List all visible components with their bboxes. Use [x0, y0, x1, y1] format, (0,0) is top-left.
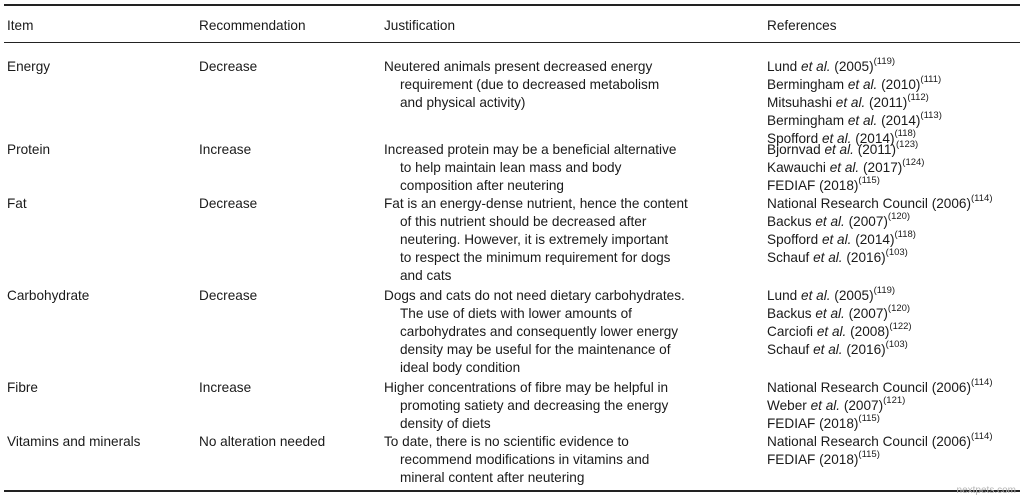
reference-number: (119): [873, 56, 896, 68]
reference-year: (2008): [850, 324, 890, 339]
reference-author: Bjornvad: [767, 142, 821, 157]
row-references-cell: [767, 141, 924, 195]
reference-number: (115): [858, 449, 880, 461]
reference-etal: et al.: [835, 95, 866, 110]
header-justification: Justification: [384, 18, 456, 33]
reference-entry: [767, 249, 993, 267]
justification-line: of this nutrient should be decreased after: [400, 214, 647, 229]
row-recommendation-cell: No alteration needed: [199, 434, 326, 449]
reference-author: FEDIAF (2018): [767, 178, 859, 193]
justification-line: density may be useful for the maintenance of: [400, 342, 671, 357]
reference-etal: et al.: [813, 250, 843, 265]
reference-year: (2011): [857, 142, 896, 157]
row-item-cell: Carbohydrate: [7, 288, 90, 303]
table-top-rule: [4, 4, 1020, 6]
reference-number: (115): [858, 413, 880, 425]
reference-author: Lund: [767, 59, 798, 74]
reference-year: (2007): [848, 306, 888, 321]
header-references: References: [767, 18, 837, 33]
row-references-cell: [767, 433, 993, 469]
row-recommendation-cell: Decrease: [199, 196, 258, 211]
row-justification-cell: [384, 433, 649, 487]
row-item-cell: Energy: [7, 59, 51, 74]
reference-year: (2005): [834, 288, 874, 303]
reference-entry: [767, 451, 993, 469]
reference-etal: et al.: [815, 214, 845, 229]
reference-number: (103): [885, 247, 908, 259]
reference-author: National Research Council (2006): [767, 380, 972, 395]
reference-entry: [767, 195, 993, 213]
reference-author: Backus: [767, 214, 812, 229]
justification-line: mineral content after neutering: [400, 470, 585, 485]
reference-author: Spofford: [767, 232, 819, 247]
reference-number: (113): [920, 110, 942, 122]
reference-entry: [767, 231, 993, 249]
row-references-cell: [767, 379, 993, 433]
reference-entry: [767, 58, 942, 76]
reference-author: Bermingham: [767, 77, 845, 92]
reference-etal: et al.: [801, 59, 831, 74]
row-item-cell: Vitamins and minerals: [7, 434, 141, 449]
reference-number: (111): [920, 74, 942, 86]
row-references-cell: [767, 287, 912, 359]
reference-etal: et al.: [824, 142, 854, 157]
reference-entry: [767, 94, 942, 112]
row-recommendation-cell: Decrease: [199, 59, 258, 74]
reference-number: (122): [889, 321, 912, 333]
row-justification-cell: [384, 141, 676, 195]
row-item-cell: Fibre: [7, 380, 38, 395]
reference-author: Weber: [767, 398, 807, 413]
reference-etal: et al.: [801, 288, 831, 303]
reference-author: Bermingham: [767, 113, 845, 128]
reference-year: (2007): [848, 214, 888, 229]
reference-entry: [767, 159, 924, 177]
justification-line: Dogs and cats do not need dietary carbohydrates.: [384, 288, 685, 303]
reference-entry: [767, 415, 993, 433]
table-bottom-rule: [4, 490, 1020, 492]
justification-line: and cats: [400, 268, 452, 283]
reference-number: (114): [971, 431, 993, 443]
header-item: Item: [7, 18, 34, 33]
row-references-cell: [767, 195, 993, 267]
reference-year: (2016): [846, 342, 886, 357]
reference-author: Spofford: [767, 131, 819, 146]
reference-entry: [767, 341, 912, 359]
row-justification-cell: [384, 195, 688, 285]
row-justification-cell: [384, 379, 668, 433]
row-item-cell: Fat: [7, 196, 27, 211]
justification-line: and physical activity): [400, 95, 526, 110]
reference-etal: et al.: [821, 131, 852, 146]
justification-line: promoting satiety and decreasing the energy: [400, 398, 669, 413]
reference-year: (2017): [863, 160, 903, 175]
reference-number: (114): [971, 193, 993, 205]
reference-number: (112): [907, 92, 929, 104]
reference-year: (2014): [855, 131, 895, 146]
justification-line: neutering. However, it is extremely important: [400, 232, 669, 247]
justification-line: requirement (due to decreased metabolism: [400, 77, 660, 92]
reference-etal: et al.: [815, 306, 845, 321]
reference-year: (2010): [881, 77, 921, 92]
row-justification-cell: [384, 58, 659, 112]
reference-etal: et al.: [810, 398, 841, 413]
reference-author: Lund: [767, 288, 798, 303]
reference-number: (114): [971, 377, 993, 389]
reference-author: Schauf: [767, 250, 810, 265]
justification-line: to help maintain lean mass and body: [400, 160, 622, 175]
justification-line: Higher concentrations of fibre may be helpful in: [384, 380, 669, 395]
justification-line: Fat is an energy-dense nutrient, hence the content: [384, 196, 688, 211]
reference-entry: [767, 213, 993, 231]
reference-author: Schauf: [767, 342, 810, 357]
justification-line: ideal body condition: [400, 360, 521, 375]
justification-line: To date, there is no scientific evidence to: [384, 434, 629, 449]
reference-number: (123): [896, 139, 919, 151]
reference-year: (2011): [869, 95, 908, 110]
reference-author: Backus: [767, 306, 812, 321]
row-item-cell: Protein: [7, 142, 51, 157]
justification-line: The use of diets with lower amounts of: [400, 306, 632, 321]
reference-year: (2014): [855, 232, 895, 247]
reference-number: (120): [887, 211, 911, 223]
reference-author: National Research Council (2006): [767, 196, 972, 211]
reference-number: (118): [894, 128, 916, 140]
justification-line: recommend modifications in vitamins and: [400, 452, 650, 467]
reference-entry: [767, 177, 924, 195]
reference-number: (121): [883, 395, 906, 407]
reference-number: (103): [885, 339, 908, 351]
reference-author: FEDIAF (2018): [767, 452, 859, 467]
reference-author: FEDIAF (2018): [767, 416, 859, 431]
reference-author: National Research Council (2006): [767, 434, 972, 449]
row-recommendation-cell: Decrease: [199, 288, 258, 303]
justification-line: Neutered animals present decreased energy: [384, 59, 653, 74]
justification-line: to respect the minimum requirement for dogs: [400, 250, 671, 265]
reference-year: (2016): [846, 250, 886, 265]
row-recommendation-cell: Increase: [199, 142, 252, 157]
reference-entry: [767, 141, 924, 159]
reference-etal: et al.: [821, 232, 852, 247]
reference-number: (124): [902, 157, 925, 169]
reference-author: Kawauchi: [767, 160, 826, 175]
reference-author: Mitsuhashi: [767, 95, 832, 110]
justification-line: composition after neutering: [400, 178, 564, 193]
header-recommendation: Recommendation: [199, 18, 306, 33]
reference-etal: et al.: [847, 77, 878, 92]
reference-etal: et al.: [847, 113, 878, 128]
reference-number: (115): [858, 175, 880, 187]
justification-line: carbohydrates and consequently lower energy: [400, 324, 679, 339]
reference-etal: et al.: [829, 160, 860, 175]
justification-line: density of diets: [400, 416, 491, 431]
row-recommendation-cell: Increase: [199, 380, 252, 395]
reference-author: Carciofi: [767, 324, 814, 339]
reference-entry: [767, 379, 993, 397]
reference-number: (119): [873, 285, 896, 297]
reference-year: (2005): [834, 59, 874, 74]
justification-line: Increased protein may be a beneficial alternative: [384, 142, 677, 157]
reference-etal: et al.: [813, 342, 843, 357]
watermark: nextpets.com: [956, 485, 1016, 496]
reference-year: (2014): [881, 113, 921, 128]
reference-etal: et al.: [816, 324, 847, 339]
reference-number: (120): [887, 303, 911, 315]
reference-number: (118): [894, 229, 916, 241]
row-justification-cell: [384, 287, 685, 377]
reference-year: (2007): [843, 398, 884, 413]
header-rule: [4, 42, 1020, 43]
